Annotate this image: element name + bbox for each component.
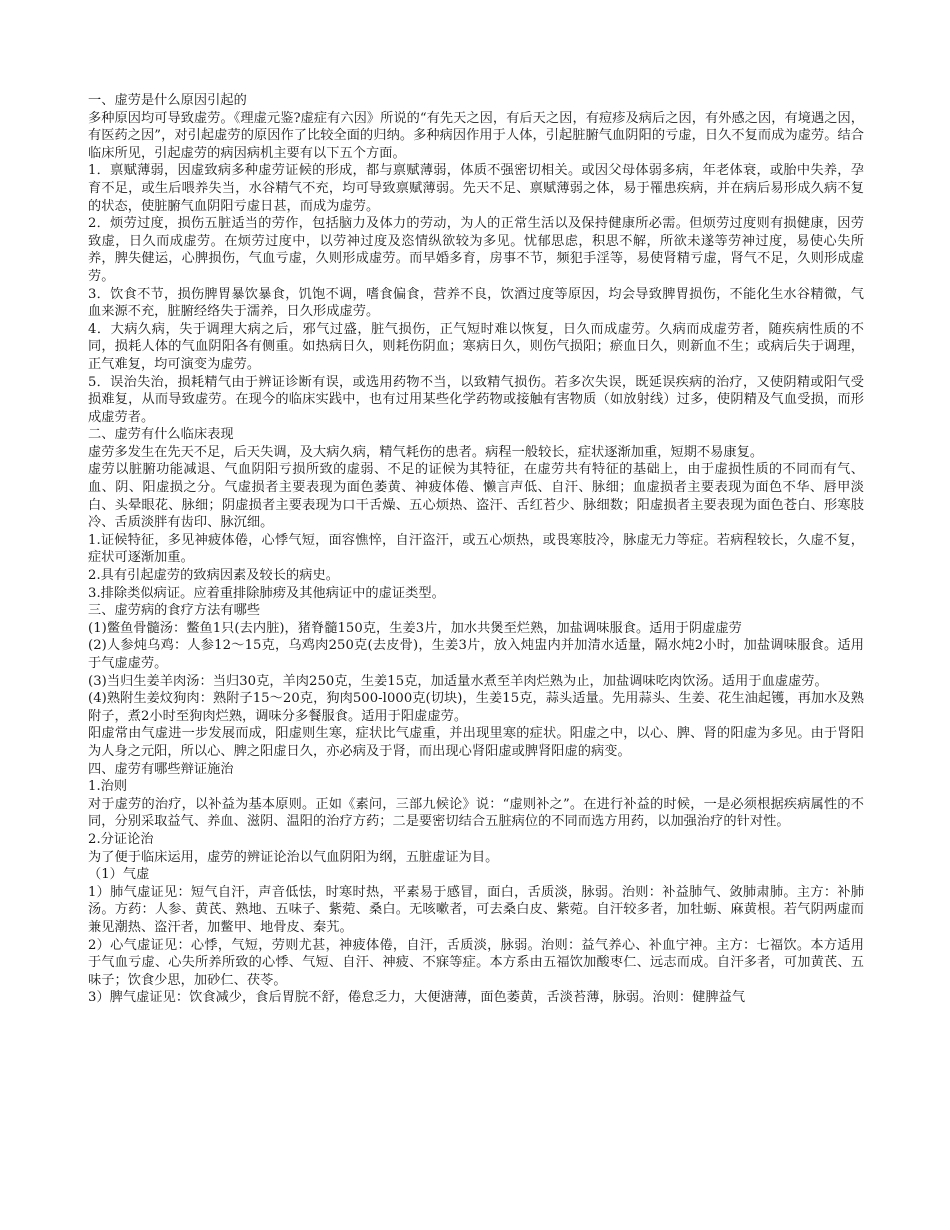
list-item: 3）脾气虚证见：饮食减少，食后胃脘不舒，倦怠乏力，大便溏薄，面色萎黄，舌淡苔薄，脉弱。治则：健脾益气 bbox=[88, 990, 746, 1006]
paragraph: 多种原因均可导致虚劳。《理虚元鉴?虚症有六因》所说的“有先天之因，有后天之因，有痘疹及病后之因，有外感之因，有境遇之因，有医药之因”，对引起虚劳的原因作了比较全面的归纳。多种病因作用于人体，引起脏腑气血阴阳的亏虚，日久不复而成为虚劳。结合临床所见，引起虚劳的病因病机主要有以下五个方面。 bbox=[88, 110, 864, 161]
heading-causes: 一、虚劳是什么原因引起的 bbox=[88, 93, 247, 108]
paragraph: 虚劳多发生在先天不足，后天失调，及大病久病，精气耗伤的患者。病程一般较长，症状逐渐加重，短期不易康复。 bbox=[88, 444, 764, 460]
paragraph: 阳虚常由气虚进一步发展而成，阳虚则生寒，症状比气虚重，并出现里寒的症状。阳虚之中，以心、脾、肾的阳虚为多见。由于肾阳为人身之元阳，所以心、脾之阳虚日久，亦必病及于肾，而出现心肾阳虚或脾肾阳虚的病变。 bbox=[88, 726, 864, 759]
recipe-item: (2)人参炖乌鸡：人参12～15克，乌鸡肉250克(去皮骨)，生姜3片，放入炖盅内并加清水适量，隔水炖2小时，加盐调味服食。适用于气虚虚劳。 bbox=[88, 638, 864, 671]
list-item: 4．大病久病，失于调理大病之后，邪气过盛，脏气损伤，正气短时难以恢复，日久而成虚劳。久病而成虚劳者，随疾病性质的不同，损耗人体的气血阴阳各有侧重。如热病日久，则耗伤阴血；寒病日久，则伤气损阳；瘀血日久，则新血不生；或病后失于调理，正气难复，均可演变为虚劳。 bbox=[88, 321, 864, 372]
paragraph: 虚劳以脏腑功能减退、气血阴阳亏损所致的虚弱、不足的证候为其特征，在虚劳共有特征的基础上，由于虚损性质的不同而有气、血、阴、阳虚损之分。气虚损者主要表现为面色萎黄、神疲体倦、懒言声低、自汗、脉细；血虚损者主要表现为面色不华、唇甲淡白、头晕眼花、脉细；阴虚损者主要表现为口干舌燥、五心烦热、盗汗、舌红苔少、脉细数；阳虚损者主要表现为面色苍白、形寒肢冷、舌质淡胖有齿印、脉沉细。 bbox=[88, 462, 864, 531]
subheading: 1.治则 bbox=[88, 779, 128, 795]
heading-treatment: 四、虚劳有哪些辩证施治 bbox=[88, 761, 234, 777]
list-item: 5．误治失治，损耗精气由于辨证诊断有误，或选用药物不当，以致精气损伤。若多次失误，既延误疾病的治疗，又使阴精或阳气受损难复，从而导致虚劳。在现今的临床实践中，也有过用某些化学药物或接触有害物质（如放射线）过多，使阴精及气血受损，而形成虚劳者。 bbox=[88, 374, 864, 425]
list-item: 2．烦劳过度，损伤五脏适当的劳作，包括脑力及体力的劳动，为人的正常生活以及保持健康所必需。但烦劳过度则有损健康，因劳致虚，日久而成虚劳。在烦劳过度中，以劳神过度及恣情纵欲较为多见。忧郁思虑，积思不解，所欲未遂等劳神过度，易使心失所养，脾失健运，心脾损伤，气血亏虚，久则形成虚劳。而早婚多育，房事不节，频犯手淫等，易使肾精亏虚，肾气不足，久则形成虚劳。 bbox=[88, 216, 864, 284]
subheading: 2.分证论治 bbox=[88, 831, 154, 847]
paragraph: 为了便于临床运用，虚劳的辨证论治以气血阴阳为纲，五脏虚证为目。 bbox=[88, 849, 499, 865]
recipe-item: (1)鳖鱼骨髓汤：鳖鱼1只(去内脏)，猪脊髓150克，生姜3片，加水共煲至烂熟，加盐调味服食。适用于阴虚虚劳 bbox=[88, 620, 742, 636]
recipe-item: (4)熟附生姜炆狗肉：熟附子15～20克，狗肉500-l000克(切块)，生姜15克，蒜头适量。先用蒜头、生姜、花生油起镬，再加水及熟附子，煮2小时至狗肉烂熟，调味分多餐服食。适用于阳虚虚劳。 bbox=[88, 691, 864, 724]
list-item: 2.具有引起虚劳的致病因素及较长的病史。 bbox=[88, 568, 339, 584]
list-item: 1）肺气虚证见：短气自汗，声音低怯，时寒时热，平素易于感冒，面白，舌质淡，脉弱。治则：补益肺气、敛肺肃肺。主方：补肺汤。方药：人参、黄芪、熟地、五味子、紫菀、桑白。无咳嗽者，可去桑白皮、紫菀。自汗较多者，加牡蛎、麻黄根。若气阴两虚而兼见潮热、盗汗者，加鳖甲、地骨皮、秦艽。 bbox=[88, 884, 864, 935]
list-item: 3.排除类似病证。应着重排除肺痨及其他病证中的虚证类型。 bbox=[88, 585, 445, 601]
list-item: 1．禀赋薄弱，因虚致病多种虚劳证候的形成，都与禀赋薄弱，体质不强密切相关。或因父母体弱多病，年老体衰，或胎中失养，孕育不足，或生后喂养失当，水谷精气不充，均可导致禀赋薄弱。先天不足、禀赋薄弱之体，易于罹患疾病，并在病后易形成久病不复的状态，使脏腑气血阴阳亏虚日甚，而成为虚劳。 bbox=[88, 163, 864, 214]
document-body bbox=[88, 92, 864, 1007]
subheading: （1）气虚 bbox=[88, 867, 150, 883]
heading-symptoms: 二、虚劳有什么临床表现 bbox=[88, 427, 234, 443]
paragraph: 对于虚劳的治疗，以补益为基本原则。正如《素问，三部九候论》说：“虚则补之”。在进行补益的时候，一是必须根据疾病属性的不同，分别采取益气、养血、滋阴、温阳的治疗方药；二是要密切结合五脏病位的不同而选方用药，以加强治疗的针对性。 bbox=[88, 796, 864, 830]
list-item: 3．饮食不节，损伤脾胃暴饮暴食，饥饱不调，嗜食偏食，营养不良，饮酒过度等原因，均会导致脾胃损伤，不能化生水谷精微，气血来源不充，脏腑经络失于濡养，日久形成虚劳。 bbox=[88, 286, 864, 320]
list-item: 1.证候特征，多见神疲体倦，心悸气短，面容憔悴，自汗盗汗，或五心烦热，或畏寒肢冷，脉虚无力等症。若病程较长，久虚不复，症状可逐渐加重。 bbox=[88, 532, 864, 566]
recipe-item: (3)当归生姜羊肉汤：当归30克，羊肉250克，生姜15克，加适量水煮至羊肉烂熟为止，加盐调味吃肉饮汤。适用于血虚虚劳。 bbox=[88, 673, 828, 689]
list-item: 2）心气虚证见：心悸，气短，劳则尤甚，神疲体倦，自汗，舌质淡，脉弱。治则：益气养心、补血宁神。主方：七福饮。本方适用于气血亏虚、心失所养所致的心悸、气短、自汗、神疲、不寐等症。本方系由五福饮加酸枣仁、远志而成。自汗多者，可加黄芪、五味子；饮食少思，加砂仁、茯苓。 bbox=[88, 937, 864, 988]
heading-diet-therapy: 三、虚劳病的食疗方法有哪些 bbox=[88, 603, 261, 619]
